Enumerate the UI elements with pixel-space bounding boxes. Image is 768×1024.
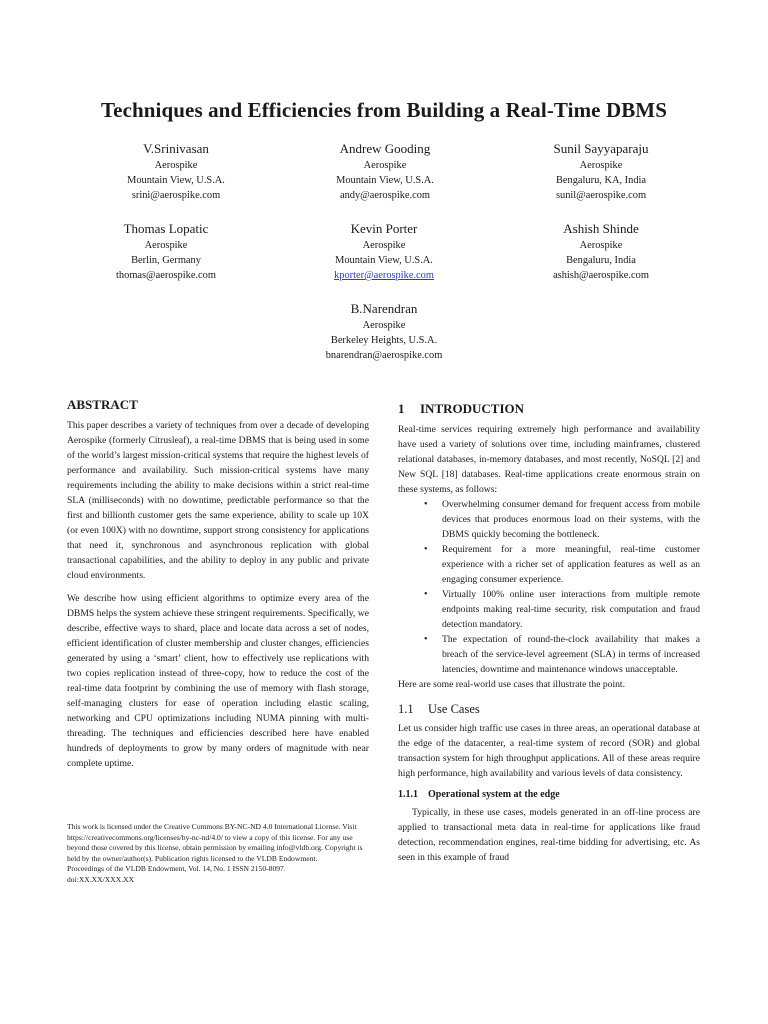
subsubsection-heading <box>398 787 700 802</box>
author-block <box>486 140 716 203</box>
subsubsection-number: 1.1.1 <box>398 789 418 800</box>
license-footnote <box>67 822 367 886</box>
intro-paragraph: Real-time services requiring extremely high performance and availability have used a variety of solutions over time, including mainframes, clustered relational databases, in-memory databases, and most recently, NoSQL [2] and New SQL [18] databases. Real-time applications create enormous strain on these systems, as follows: <box>398 424 700 495</box>
bullet-icon: • <box>424 589 428 600</box>
author-email: srini@aerospike.com <box>131 190 221 201</box>
author-location: Berkeley Heights, U.S.A. <box>330 335 438 346</box>
doi-text: doi:XX.XX/XXX.XX <box>67 874 135 884</box>
license-text: This work is licensed under the Creative Commons BY-NC-ND 4.0 International License. Visit https://creativecommons.org/licenses/by-nc-nd/4.0/ to view a copy of this license. For any use beyond those covered by this license, obtain permission by emailing info@vldb.org. Copyright is held by the owner/author(s). Publication rights licensed to the VLDB Endowment. <box>67 822 363 863</box>
author-org: Aerospike <box>144 240 188 251</box>
author-location: Mountain View, U.S.A. <box>127 175 225 186</box>
author-email: ashish@aerospike.com <box>553 270 649 281</box>
author-location: Bengaluru, KA, India <box>555 175 647 186</box>
author-name: Ashish Shinde <box>563 221 639 236</box>
author-name: Sunil Sayyaparaju <box>553 141 649 156</box>
author-org: Aerospike <box>154 160 198 171</box>
section-number: 1 <box>398 401 405 416</box>
intro-paragraph: Here are some real-world use cases that illustrate the point. <box>398 679 625 690</box>
author-org: Aerospike <box>579 160 623 171</box>
author-email-link[interactable]: kporter@aerospike.com <box>334 270 434 281</box>
author-location: Mountain View, U.S.A. <box>335 255 433 266</box>
author-location: Mountain View, U.S.A. <box>336 175 434 186</box>
list-item-text: Requirement for a more meaningful, real-time customer experience with a richer set of application features as well as an engaging consumer experience. <box>442 544 700 585</box>
list-item-text: The expectation of round-the-clock availability that makes a breach of the service-level agreement (SLA) in terms of increased latencies, downtime and maintenance windows unacceptable. <box>442 634 700 675</box>
section-heading <box>398 400 700 418</box>
author-block <box>269 220 499 283</box>
author-name: Andrew Gooding <box>339 141 431 156</box>
operational-paragraph: Typically, in these use cases, models generated in an off-line process are applied to transactional meta data in real-time for applications like fraud detection, recommendation engines, real-time bidding for advertising, etc. As seen in this example of fraud <box>398 807 700 863</box>
author-name: V.Srinivasan <box>143 141 209 156</box>
use-cases-paragraph: Let us consider high traffic use cases in three areas, an operational database at the edge of the datacenter, a real-time system of record (SOR) and global transaction system for high throughput applications. All of these areas require high performance, high availability and various levels of data consistency. <box>398 723 700 779</box>
author-location: Bengaluru, India <box>566 255 636 266</box>
section-title: INTRODUCTION <box>420 401 525 416</box>
author-name: Thomas Lopatic <box>123 221 209 236</box>
author-block <box>486 220 716 283</box>
author-name: B.Narendran <box>350 301 418 316</box>
subsection-title: Use Cases <box>428 702 480 716</box>
paper-title: Techniques and Efficiencies from Building a Real-Time DBMS <box>100 98 668 122</box>
list-item <box>398 542 700 587</box>
subsubsection-title: Operational system at the edge <box>428 789 560 800</box>
author-block <box>269 300 499 363</box>
intro-bullet-list <box>398 497 700 677</box>
bullet-icon: • <box>424 544 428 555</box>
bullet-icon: • <box>424 634 428 645</box>
list-item <box>398 632 700 677</box>
author-email: bnarendran@aerospike.com <box>325 350 443 361</box>
author-email: andy@aerospike.com <box>339 190 431 201</box>
author-block <box>51 220 281 283</box>
author-org: Aerospike <box>363 160 407 171</box>
author-name: Kevin Porter <box>350 221 418 236</box>
abstract-paragraph: We describe how using efficient algorithms to optimize every area of the DBMS helps the system achieve these stringent requirements. Specifically, we describe, effective ways to shard, place and locate data across a set of nodes, efficient identification of cluster membership and cluster changes, efficiencies generated by using a ‘smart’ client, how to effectively use replications with two copies replication instead of three-copy, how to reduce the cost of the real-time data footprint by combining the use of memory with flash storage, self-managing clusters for ease of operation including elastic scaling, networking and CPU optimizations including NUMA pinning with multi-threading. The techniques and efficiencies described here have enabled hundreds of deployments to grow by many orders of magnitude with near complete uptime. <box>67 593 369 769</box>
author-block <box>270 140 500 203</box>
left-column <box>67 396 369 771</box>
list-item <box>398 497 700 542</box>
list-item <box>398 587 700 632</box>
subsection-heading <box>398 700 700 718</box>
list-item-text: Overwhelming consumer demand for frequent access from mobile devices that produces enormous load on their systems, with the DBMS quickly becoming the bottleneck. <box>442 499 700 540</box>
author-org: Aerospike <box>579 240 623 251</box>
list-item-text: Virtually 100% online user interactions from multiple remote endpoints making real-time security, risk computation and fraud detection mandatory. <box>442 589 700 630</box>
author-org: Aerospike <box>362 240 406 251</box>
author-block <box>61 140 291 203</box>
bullet-icon: • <box>424 499 428 510</box>
author-org: Aerospike <box>362 320 406 331</box>
proceedings-text: Proceedings of the VLDB Endowment, Vol. 14, No. 1 ISSN 2150-8097. <box>67 864 286 874</box>
author-email: thomas@aerospike.com <box>116 270 216 281</box>
abstract-heading: ABSTRACT <box>67 397 138 412</box>
author-location: Berlin, Germany <box>131 255 201 266</box>
abstract-paragraph: This paper describes a variety of techniques from over a decade of developing Aerospike (formerly Citrusleaf), a real-time DBMS that is being used in some of the world’s largest mission-critical systems that require the highest levels of performance and availability. Such mission-critical systems have many requirements including the ability to make decisions within a strict real-time SLA (milliseconds) with no downtime, predictable performance so that the first and billionth customer gets the same experience, ability to scale up 10X (or even 100X) with no downtime, support strong consistency for applications that need it, synchronous and asynchronous replication with global transactional capabilities, and the ability to deploy in any public and private cloud environments. <box>67 420 369 581</box>
subsection-number: 1.1 <box>398 702 414 716</box>
author-email: sunil@aerospike.com <box>555 190 647 201</box>
right-column <box>398 400 700 865</box>
